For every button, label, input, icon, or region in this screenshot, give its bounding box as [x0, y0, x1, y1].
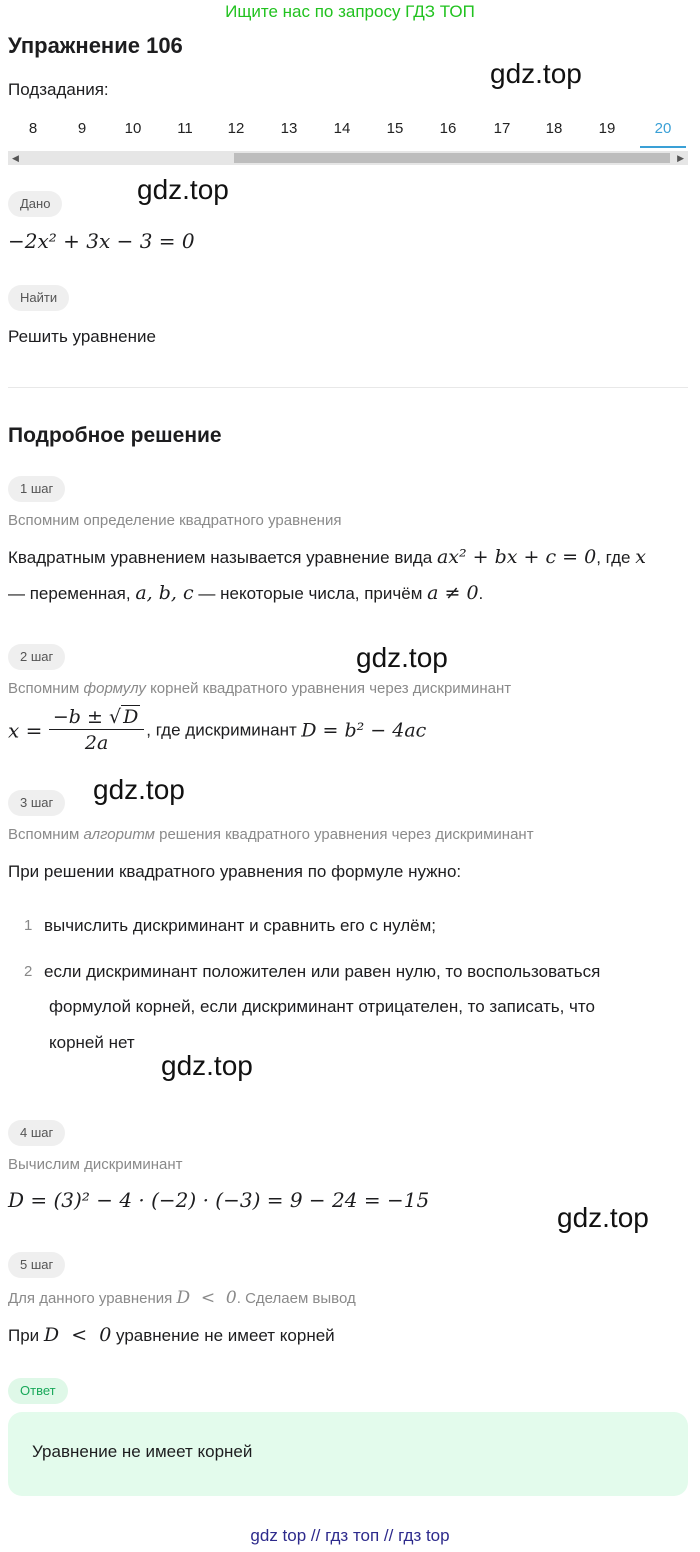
step-5-hint-math: D < 0	[176, 1288, 237, 1308]
list-item-number: 1	[24, 917, 33, 934]
tab-12[interactable]: 12	[227, 120, 245, 137]
step-2-pill: 2 шаг	[8, 644, 65, 670]
find-pill: Найти	[8, 285, 69, 311]
quadratic-formula-fraction	[49, 705, 144, 756]
subtasks-label: Подзадания:	[8, 80, 109, 99]
list-item: если дискриминант положителен или равен нулю, то воспользоваться	[44, 962, 601, 981]
step-1-text: , где	[596, 548, 631, 567]
list-item: вычислить дискриминант и сравнить его с нулём;	[44, 916, 437, 935]
tab-9[interactable]: 9	[77, 120, 87, 137]
step-2-hint-text: корней квадратного уравнения через дискриминант	[150, 680, 512, 697]
tab-18[interactable]: 18	[545, 120, 563, 137]
step-3-hint-text: Вспомним	[8, 826, 80, 843]
scrollbar-thumb[interactable]	[234, 153, 670, 163]
step-5-conclusion	[8, 1324, 335, 1346]
find-text: Решить уравнение	[8, 327, 156, 346]
tab-10[interactable]: 10	[124, 120, 142, 137]
sqrt-icon: √	[108, 706, 122, 728]
watermark: gdz.top	[137, 174, 229, 205]
step-1-line-1	[8, 546, 646, 568]
tab-20[interactable]: 20	[654, 120, 672, 137]
scroll-left-icon[interactable]: ◀	[12, 153, 19, 163]
tab-8[interactable]: 8	[28, 120, 38, 137]
step-1-variable: x	[635, 546, 646, 568]
step-1-text: — переменная,	[8, 584, 131, 603]
step-2-hint	[8, 680, 511, 697]
given-equation: −2x² + 3x − 3 = 0	[8, 229, 195, 253]
tab-11[interactable]: 11	[177, 120, 193, 137]
step-1-pill: 1 шаг	[8, 476, 65, 502]
step-1-text: .	[478, 584, 484, 603]
step-1-condition: a ≠ 0	[427, 582, 479, 604]
page-title: Упражнение 106	[8, 33, 183, 58]
numerator-text: −b ±	[52, 706, 109, 728]
solution-title: Подробное решение	[8, 424, 222, 447]
step-5-math: D < 0	[43, 1324, 112, 1346]
step-3-pill: 3 шаг	[8, 790, 65, 816]
step-5-pill: 5 шаг	[8, 1252, 65, 1278]
step-3-hint-emphasis: алгоритм	[83, 826, 155, 843]
divider	[8, 387, 688, 388]
step-1-variables: a, b, c	[135, 582, 194, 604]
step-4-hint: Вычислим дискриминант	[8, 1156, 183, 1173]
watermark: gdz.top	[93, 774, 185, 805]
watermark: gdz.top	[161, 1050, 253, 1081]
watermark: gdz.top	[557, 1202, 649, 1233]
step-5-text: уравнение не имеет корней	[116, 1326, 335, 1345]
step-2-formula-line	[8, 705, 426, 756]
answer-box	[8, 1412, 688, 1496]
given-pill: Дано	[8, 191, 62, 217]
fraction-denominator: 2a	[84, 732, 109, 754]
step-1-text: Квадратным уравнением называется уравнение вида	[8, 548, 433, 567]
answer-pill: Ответ	[8, 1378, 68, 1404]
step-5-hint-text: . Сделаем вывод	[236, 1290, 356, 1307]
step-2-text: , где дискриминант	[146, 720, 297, 740]
step-3-text: При решении квадратного уравнения по формуле нужно:	[8, 862, 462, 881]
watermark: gdz.top	[356, 642, 448, 673]
footer-links[interactable]: gdz top // гдз топ // гдз top	[250, 1526, 450, 1545]
step-1-line-2	[8, 582, 483, 604]
list-item: корней нет	[49, 1033, 135, 1052]
step-5-hint	[8, 1288, 356, 1308]
list-item-number: 2	[24, 963, 33, 980]
step-2-hint-text: Вспомним	[8, 680, 80, 697]
tab-17[interactable]: 17	[493, 120, 511, 137]
step-5-hint-text: Для данного уравнения	[8, 1290, 173, 1307]
step-1-text: — некоторые числа, причём	[198, 584, 423, 603]
scroll-right-icon[interactable]: ▶	[677, 153, 684, 163]
step-1-hint: Вспомним определение квадратного уравнения	[8, 512, 342, 529]
sqrt-radicand: D	[123, 706, 139, 728]
top-banner: Ищите нас по запросу ГДЗ ТОП	[225, 2, 475, 21]
tab-14[interactable]: 14	[333, 120, 351, 137]
fraction-numerator	[49, 705, 144, 730]
active-tab-indicator	[640, 146, 686, 148]
step-2-hint-emphasis: формулу	[83, 680, 146, 697]
discriminant-calculation: D = (3)² − 4 · (−2) · (−3) = 9 − 24 = −15	[8, 1188, 430, 1212]
step-5-text: При	[8, 1326, 40, 1345]
step-3-hint	[8, 826, 534, 843]
answer-text: Уравнение не имеет корней	[32, 1442, 253, 1461]
tab-15[interactable]: 15	[386, 120, 404, 137]
step-2-formula-lhs: x =	[8, 718, 43, 743]
tab-19[interactable]: 19	[598, 120, 616, 137]
list-item: формулой корней, если дискриминант отрицателен, то записать, что	[49, 997, 595, 1016]
discriminant-formula: D = b² − 4ac	[301, 719, 427, 742]
subtask-tabs	[8, 116, 688, 146]
tab-16[interactable]: 16	[439, 120, 457, 137]
tabs-scrollbar[interactable]	[8, 151, 688, 165]
step-4-pill: 4 шаг	[8, 1120, 65, 1146]
tab-13[interactable]: 13	[280, 120, 298, 137]
step-3-hint-text: решения квадратного уравнения через дискриминант	[159, 826, 534, 843]
watermark: gdz.top	[490, 58, 582, 89]
step-1-formula: ax² + bx + c = 0	[436, 546, 597, 568]
